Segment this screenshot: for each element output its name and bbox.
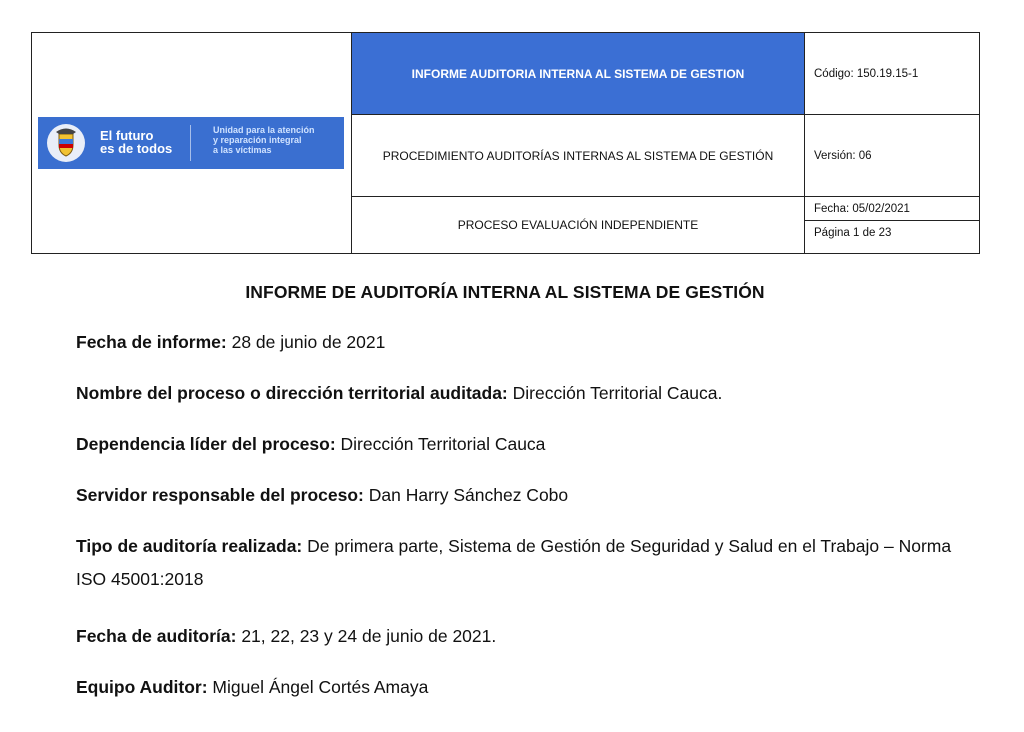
report-type-title: INFORME AUDITORIA INTERNA AL SISTEMA DE GESTION xyxy=(352,33,805,115)
document-code: Código: 150.19.15-1 xyxy=(805,33,979,115)
field-label: Fecha de auditoría: xyxy=(76,626,237,646)
document-header-table xyxy=(31,32,980,254)
field-value: 28 de junio de 2021 xyxy=(226,332,386,352)
field-label: Nombre del proceso o dirección territorial auditada: xyxy=(76,383,508,403)
page-number: Página 1 de 23 xyxy=(814,227,892,239)
field-dependencia-lider xyxy=(76,428,956,461)
institution-logo xyxy=(38,117,344,169)
field-tipo-auditoria xyxy=(76,530,956,596)
field-proceso-auditado xyxy=(76,377,956,410)
process-title: PROCESO EVALUACIÓN INDEPENDIENTE xyxy=(352,197,805,253)
document-title: INFORME DE AUDITORÍA INTERNA AL SISTEMA DE GESTIÓN xyxy=(245,282,765,302)
procedure-title: PROCEDIMIENTO AUDITORÍAS INTERNAS AL SISTEMA DE GESTIÓN xyxy=(352,115,805,197)
field-equipo-auditor xyxy=(76,671,956,704)
field-servidor-responsable xyxy=(76,479,956,512)
field-label: Fecha de informe: xyxy=(76,332,227,352)
field-value: Dirección Territorial Cauca. xyxy=(507,383,723,403)
field-label: Tipo de auditoría realizada: xyxy=(76,536,303,556)
field-value: Dirección Territorial Cauca xyxy=(335,434,546,454)
logo-divider xyxy=(190,125,191,161)
logo-cell xyxy=(32,33,352,253)
document-date: Fecha: 05/02/2021 xyxy=(805,197,979,221)
field-label: Servidor responsable del proceso: xyxy=(76,485,364,505)
field-label: Equipo Auditor: xyxy=(76,677,208,697)
field-label: Dependencia líder del proceso: xyxy=(76,434,336,454)
document-version: Versión: 06 xyxy=(805,115,979,197)
logo-slogan: El futuro es de todos xyxy=(100,128,173,156)
field-value: Miguel Ángel Cortés Amaya xyxy=(207,677,429,697)
field-value: 21, 22, 23 y 24 de junio de 2021. xyxy=(236,626,497,646)
field-fecha-auditoria xyxy=(76,620,956,653)
field-value: Dan Harry Sánchez Cobo xyxy=(363,485,569,505)
field-fecha-informe xyxy=(76,326,956,359)
coat-of-arms-icon xyxy=(46,123,86,163)
field-value: De primera parte, Sistema de Gestión de Seguridad y Salud en el Trabajo – Norma ISO 45001:2018 xyxy=(76,536,952,589)
logo-unit-name: Unidad para la atención y reparación integral a las víctimas xyxy=(213,125,315,155)
